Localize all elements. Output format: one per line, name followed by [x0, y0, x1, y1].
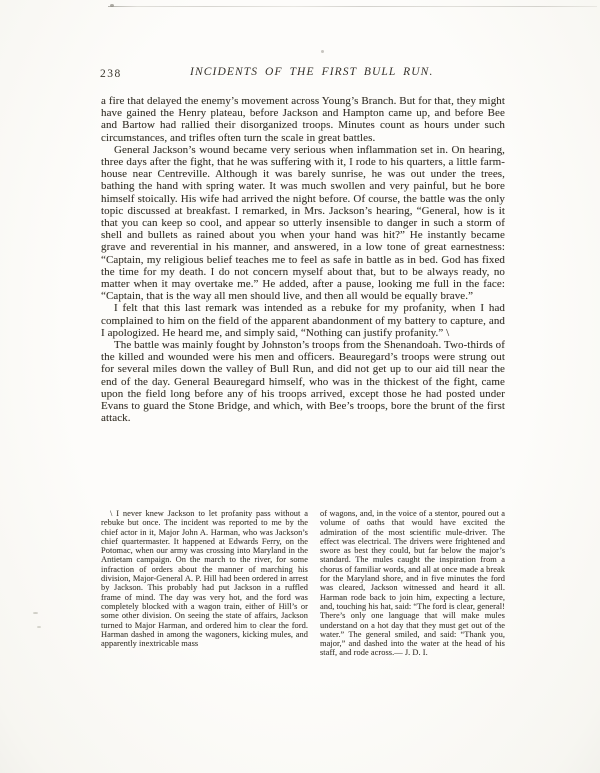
scan-artifact-speck [110, 4, 114, 7]
footnote-section [101, 509, 505, 658]
paragraph-fire-delayed: a fire that delayed the enemy’s movement across Young’s Branch. But for that, they might have gained the Henry plateau, before Jackson and Hampton came up, and before Bee and Bartow had rallied their disorganized troops. Minutes count as hours under such circumstances, and trifles often turn the scale in great battles. [101, 95, 505, 144]
scan-artifact-speck [33, 612, 38, 614]
page-number: 238 [100, 68, 122, 80]
paragraph-rebuke-profanity: I felt that this last remark was intended as a rebuke for my profanity, when I had complained to him on the field of the apparent abandonment of my battery to capture, and I apologized. He heard me, and simply said, “Nothing can justify profanity.” \ [101, 302, 505, 339]
scan-artifact-speck [321, 50, 324, 53]
page-header [100, 66, 504, 82]
paragraph-jackson-wound: General Jackson’s wound became very serious when inflammation set in. On hearing, three days after the fight, that he was suffering with it, I rode to his quarters, a little farm-house near Centreville. Although it was barely sunrise, he was out under the trees, bathing the hand with spring water. It was much swollen and very painful, but he bore himself stoically. His wife had arrived the night before. Of course, the battle was the only topic discussed at breakfast. I remarked, in Mrs. Jackson’s hearing, “General, how is it that you can keep so cool, and appear so utterly insensible to danger in such a storm of shell and bullets as rained about you when your hand was hit?” He instantly became grave and reverential in his manner, and answered, in a low tone of great earnestness: “Captain, my religious belief teaches me to feel as safe in battle as in bed. God has fixed the time for my death. I do not concern myself about that, but to be always ready, no matter when it may overtake me.” He added, after a pause, looking me full in the face: “Captain, that is the way all men should live, and then all would be equally brave.” [101, 143, 505, 303]
scan-artifact-line [108, 6, 597, 7]
paragraph-battle-johnston: The battle was mainly fought by Johnston’s troops from the Shenandoah. Two-thirds of the killed and wounded were his men and officers. Beauregard’s troops were strung out for several miles down the valley of Bull Run, and did not get up to our aid till near the end of the day. General Beauregard himself, who was in the thickest of the fight, came upon the field long before any of his troops arrived, except those he had posted under Evans to guard the Stone Bridge, and which, with Bee’s troops, bore the brunt of the first attack. [101, 339, 505, 425]
footnote-column-left: \ I never knew Jackson to let profanity pass without a rebuke but once. The incident was reported to me by the chief actor in it, Major John A. Harman, who was Jackson’s chief quartermaster. It happened at Edwards Ferry, on the Potomac, when our army was crossing into Maryland in the Antietam campaign. On the march to the river, for some infraction of orders about the manner of marching his division, Major-General A. P. Hill had been ordered in arrest by Jackson. This probably had put Jackson in a ruffled frame of mind. The day was very hot, and the ford was completely blocked with a wagon train, either of Hill’s or some other division. On seeing the state of affairs, Jackson turned to Major Harman, and ordered him to clear the ford. Harman dashed in among the wagoners, kicking mules, and apparently inextricable mass [101, 509, 308, 649]
running-header-title: INCIDENTS OF THE FIRST BULL RUN. [190, 66, 434, 78]
footnote-column-right: of wagons, and, in the voice of a stentor, poured out a volume of oaths that would have excited the admiration of the most scientific mule-driver. The effect was electrical. The drivers were frightened and swore as best they could, but far below the major’s standard. The mules caught the inspiration from a chorus of familiar words, and all at once made a break for the Maryland shore, and in five minutes the ford was cleared, Jackson witnessed and heard it all. Harman rode back to join him, expecting a lecture, and, touching his hat, said: “The ford is clear, general! There’s only one language that will make mules understand on a hot day that they must get out of the water.” The general smiled, and said: “Thank you, major,” and dashed into the water at the head of his staff, and rode across.— J. D. I. [320, 509, 505, 658]
body-text [101, 95, 505, 424]
scan-artifact-speck [37, 626, 41, 628]
